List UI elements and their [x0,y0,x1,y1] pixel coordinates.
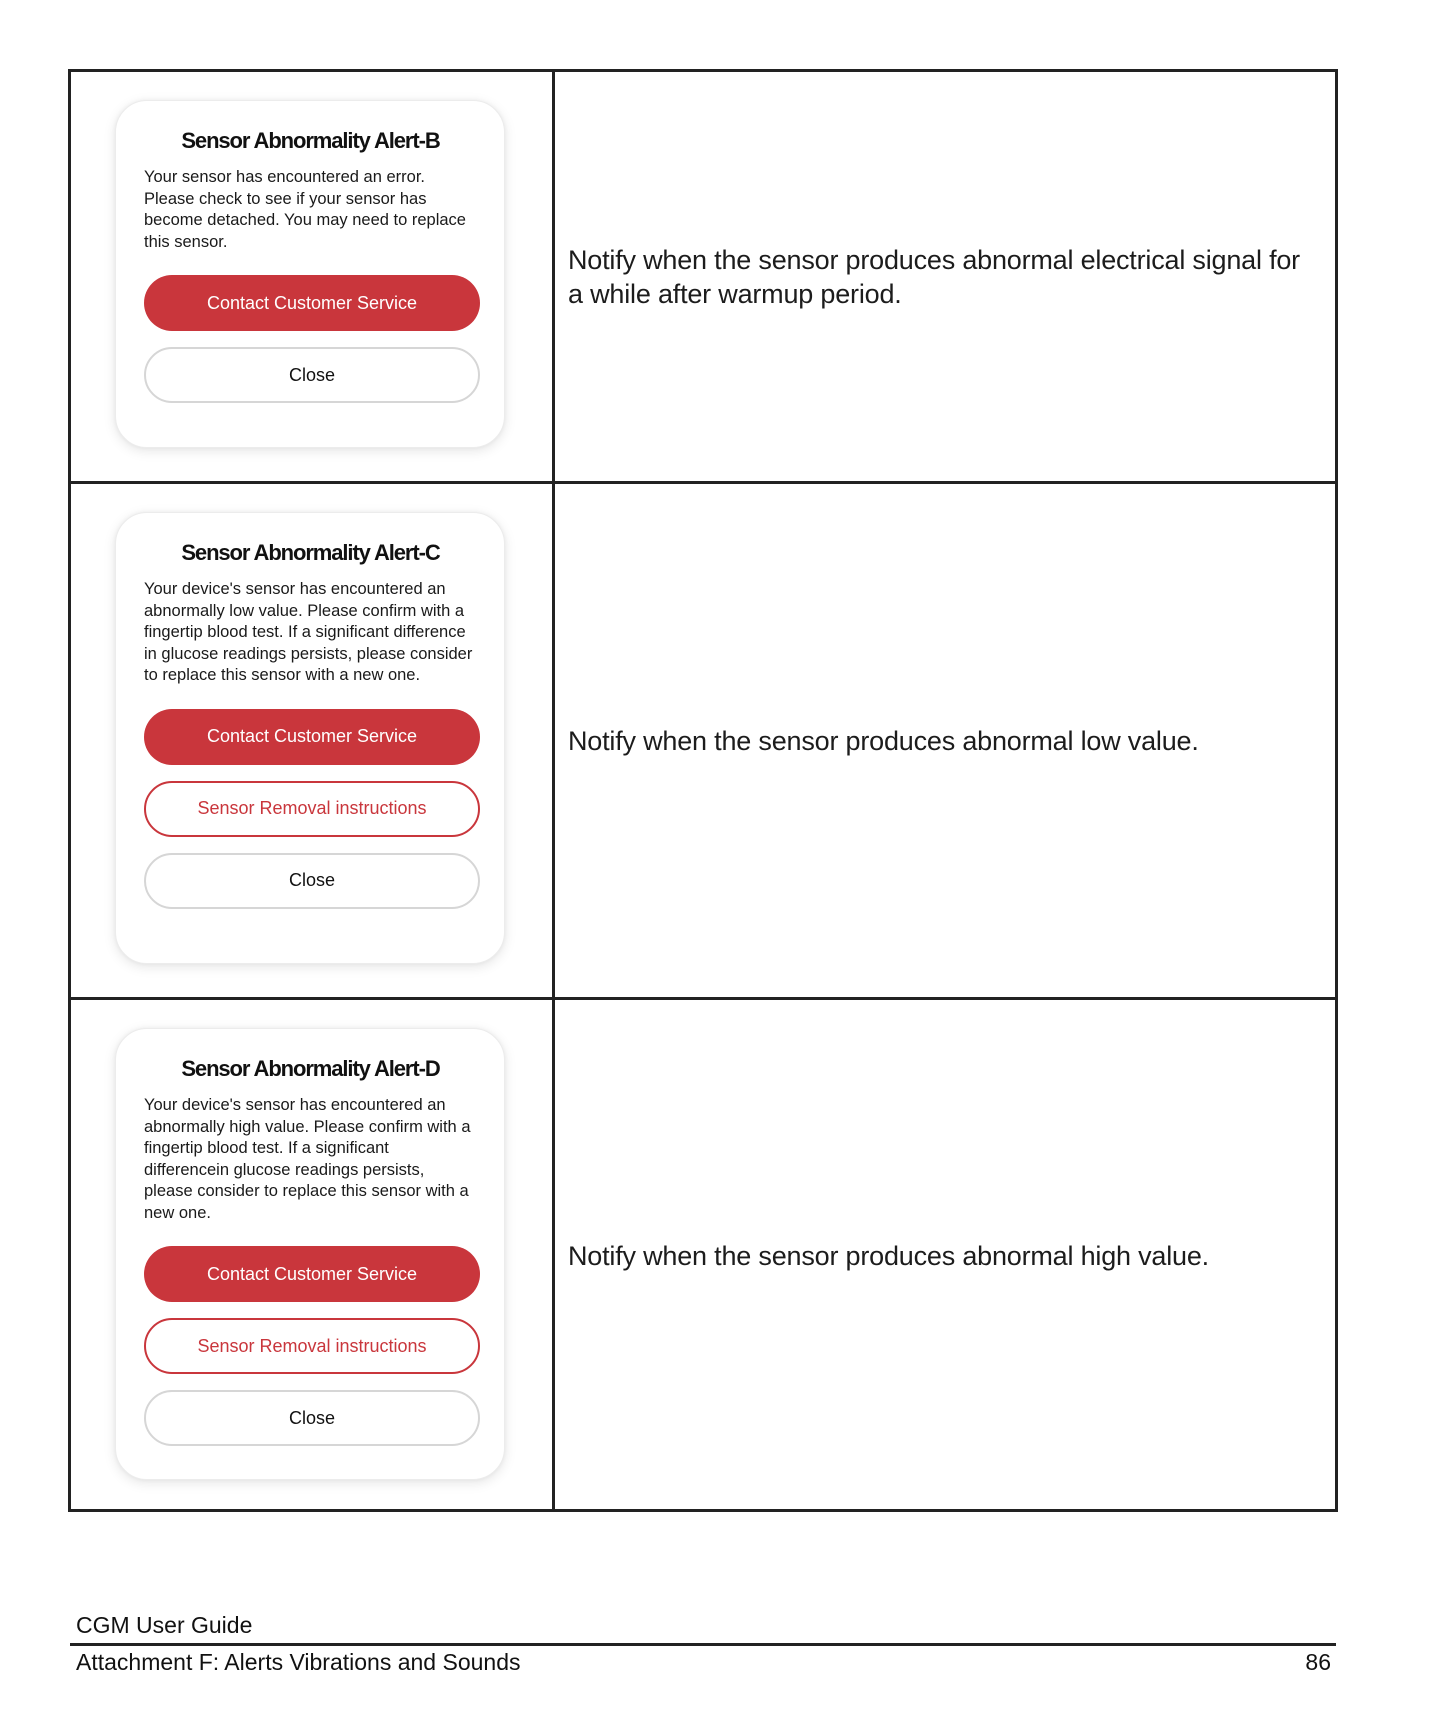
table-row-alert-b [71,72,1335,484]
table-row-alert-c [71,484,1335,1000]
contact-customer-service-button[interactable]: Contact Customer Service [144,275,480,331]
description-cell [555,72,1335,481]
alert-title: Sensor Abnormality Alert-B [181,128,440,153]
table-row-alert-d [71,1000,1335,1512]
contact-customer-service-button[interactable]: Contact Customer Service [144,709,480,765]
close-button[interactable]: Close [144,1390,480,1446]
alert-message: Your device's sensor has encountered an abnormally low value. Please confirm with a fingertip blood test. If a significant difference in glucose readings persists, please consider to replace this sensor with a new one. [144,580,473,684]
alert-message: Your sensor has encountered an error. Please check to see if your sensor has become detached. You may need to replace this sensor. [144,168,466,251]
alert-title: Sensor Abnormality Alert-D [181,1056,440,1081]
sensor-removal-instructions-button[interactable]: Sensor Removal instructions [144,781,480,837]
description-cell [555,1000,1335,1512]
alert-preview-cell [71,484,552,997]
footer-divider [70,1643,1336,1646]
close-button[interactable]: Close [144,347,480,403]
page-number: 86 [1305,1649,1331,1675]
alert-description: Notify when the sensor produces abnormal electrical signal for a while after warmup period. [568,244,1300,309]
description-cell [555,484,1335,997]
alert-dialog-d [115,1028,505,1480]
alerts-table [68,69,1338,1512]
alert-preview-cell [71,1000,552,1512]
alert-preview-cell [71,72,552,481]
footer-section-title: Attachment F: Alerts Vibrations and Sounds [76,1649,521,1675]
alert-title: Sensor Abnormality Alert-C [181,540,440,565]
alert-dialog-c [115,512,505,964]
alert-description: Notify when the sensor produces abnormal high value. [568,1241,1209,1271]
alert-message: Your device's sensor has encountered an abnormally high value. Please confirm with a fingertip blood test. If a significant differencein glucose readings persists, please consider to replace this sensor with a new one. [144,1096,471,1222]
close-button[interactable]: Close [144,853,480,909]
footer-guide-title: CGM User Guide [76,1612,253,1638]
sensor-removal-instructions-button[interactable]: Sensor Removal instructions [144,1318,480,1374]
alert-description: Notify when the sensor produces abnormal low value. [568,725,1199,756]
contact-customer-service-button[interactable]: Contact Customer Service [144,1246,480,1302]
alert-dialog-b [115,100,505,448]
